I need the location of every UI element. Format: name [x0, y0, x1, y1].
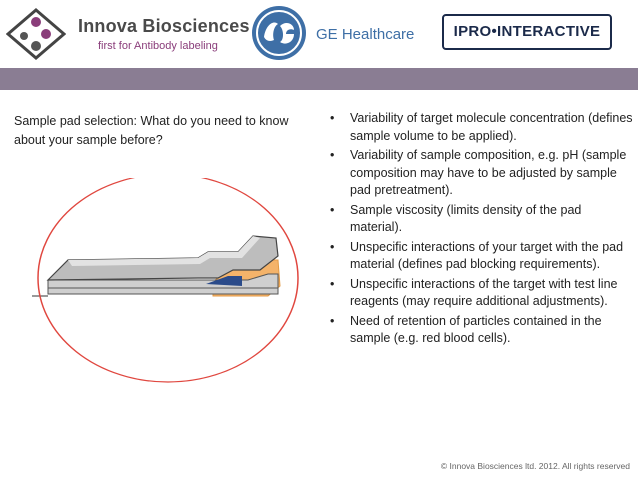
slide-header [0, 0, 638, 68]
list-item-text: Need of retention of particles contained in the sample (e.g. red blood cells). [350, 313, 602, 345]
list-item-text: Variability of target molecule concentration (defines sample volume to be applied). [350, 111, 633, 143]
lateral-flow-strip-illustration [28, 178, 308, 388]
requirements-list [326, 110, 636, 350]
bullet-icon: • [330, 313, 335, 328]
innova-biosciences-logo [6, 6, 250, 62]
list-item [326, 276, 636, 311]
innova-tagline: first for Antibody labeling [98, 40, 218, 52]
innova-company-name: Innova Biosciences [78, 16, 250, 36]
bullet-icon: • [330, 111, 335, 125]
list-item-text: Unspecific interactions of the target with test line reagents (may require additional adjustments). [350, 276, 618, 308]
ge-healthcare-logo [250, 4, 430, 64]
ipro-company-name: IPRO•INTERACTIVE [453, 23, 601, 40]
list-item [326, 239, 636, 274]
ge-monogram-icon [250, 4, 308, 62]
list-item-text: Variability of sample composition, e.g. pH (sample composition may have to be adjusted by sample pad pretreatment). [350, 148, 627, 197]
bullet-icon: • [330, 239, 335, 254]
bullet-icon: • [330, 276, 335, 291]
list-item [326, 147, 636, 200]
list-item [326, 110, 636, 145]
ge-company-name: GE Healthcare [316, 26, 415, 43]
copyright-footer: © Innova Biosciences ltd. 2012. All rights reserved [440, 461, 630, 471]
ipro-interactive-logo [442, 14, 612, 50]
header-divider-bar [0, 68, 638, 90]
list-item [326, 313, 636, 348]
list-item-text: Unspecific interactions of your target with the pad material (defines pad blocking requirements). [350, 239, 624, 271]
bullet-icon: • [330, 202, 335, 217]
sample-pad-question: Sample pad selection: What do you need to know about your sample before? [14, 114, 289, 147]
innova-diamond-icon [6, 8, 66, 60]
list-item [326, 202, 636, 237]
list-item-text: Sample viscosity (limits density of the pad material). [350, 202, 582, 234]
bullet-icon: • [330, 148, 335, 162]
